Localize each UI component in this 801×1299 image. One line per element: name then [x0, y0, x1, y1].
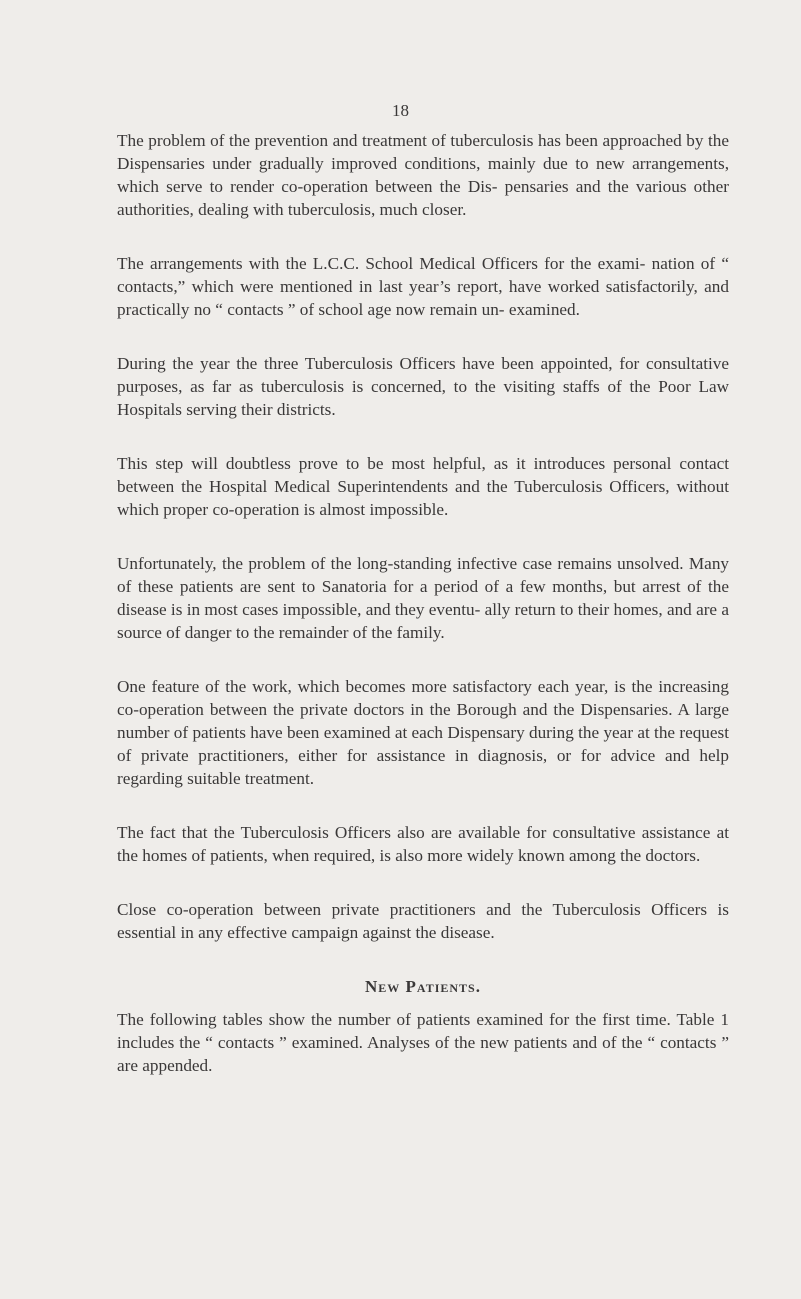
paragraph-close-cooperation: Close co-operation between private practitioners and the Tuberculosis Officers is essential in any effective campaign against the disease. — [117, 900, 729, 942]
paragraph-prevention: The problem of the prevention and treatment of tuberculosis has been approached by the Dispensaries under gradually improved conditions, mainly due to new arrangements, which serve to render co-operation between the Dis- pensaries and the various other authorities, dealing with tuberculosis, much closer. — [117, 131, 729, 219]
body-text — [117, 129, 729, 1077]
paragraph-school-contacts: The arrangements with the L.C.C. School Medical Officers for the exami- nation of “ contacts,” which were mentioned in last year’s report, have worked satisfactorily, and practically no “ contacts ” of school age now remain un- examined. — [117, 254, 729, 319]
page-number: 18 — [392, 101, 409, 120]
paragraph-tables-intro: The following tables show the number of patients examined for the first time. Table 1 includes the “ contacts ” examined. Analyses of the new patients and of the “ contacts ” are appended. — [117, 1010, 729, 1075]
paragraph-poor-law-hospitals: During the year the three Tuberculosis Officers have been appointed, for consultative purposes, as far as tuberculosis is concerned, to the visiting staffs of the Poor Law Hospitals serving their districts. — [117, 354, 729, 419]
paragraph-private-doctors: One feature of the work, which becomes more satisfactory each year, is the increasing co-operation between the private doctors in the Borough and the Dispensaries. A large number of patients have been examined at each Dispensary during the year at the request of private practitioners, either for assistance in diagnosis, or for advice and help regarding suitable treatment. — [117, 677, 729, 788]
paragraph-personal-contact: This step will doubtless prove to be most helpful, as it introduces personal contact between the Hospital Medical Superintendents and the Tuberculosis Officers, without which proper co-operation is almost impossible. — [117, 454, 729, 519]
paragraph-infective-case: Unfortunately, the problem of the long-standing infective case remains unsolved. Many of these patients are sent to Sanatoria for a period of a few months, but arrest of the disease is in most cases impossible, and they eventu- ally return to their homes, and are a source of danger to the remainder of the family. — [117, 554, 729, 642]
section-heading-new-patients: New Patients. — [365, 977, 481, 996]
paragraph-home-consultations: The fact that the Tuberculosis Officers also are available for consultative assistance at the homes of patients, when required, is also more widely known among the doctors. — [117, 823, 729, 865]
